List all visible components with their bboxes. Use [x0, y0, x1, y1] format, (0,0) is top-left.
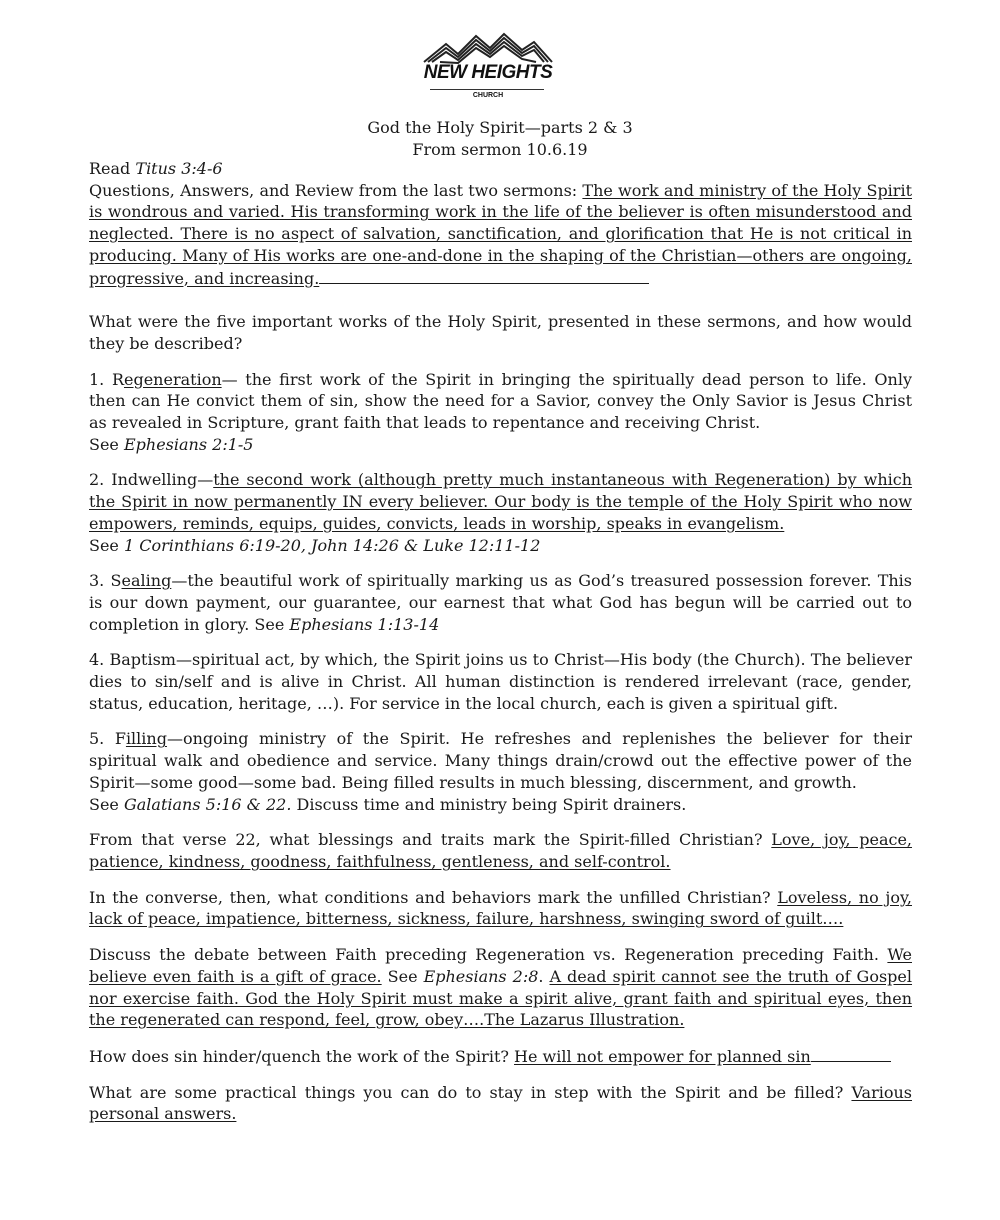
work-1-see: See [89, 434, 124, 454]
work-3-description: —the beautiful work of spiritually marking us as God’s treasured possession forever. This is our down payment, our guarantee, our earnest that what God has begun will be carried out to completion in glory. See [89, 571, 913, 634]
title-line-2: From sermon 10.6.19 [412, 140, 588, 159]
question-5: What are some practical things you can do to stay in step with the Spirit and be filled? [89, 1082, 852, 1102]
answer-2: Loveless, no joy, lack of peace, impatience, bitterness, sickness, failure, harshness, swinging sword of guilt…. [89, 887, 912, 929]
intro-paragraph [89, 158, 912, 289]
logo-divider [430, 89, 544, 90]
answer-5: Various personal answers. [89, 1082, 912, 1124]
review-question: Questions, Answers, and Review from the last two sermons: [89, 180, 583, 200]
title-line-1: God the Holy Spirit—parts 2 & 3 [367, 118, 633, 137]
question-2: In the converse, then, what conditions and behaviors mark the unfilled Christian? [89, 887, 778, 907]
answer-3-part-1: We believe even faith is a gift of grace. [89, 945, 912, 986]
work-5-description: —ongoing ministry of the Spirit. He refreshes and replenishes the believer for their spiritual walk and obedience and service. Many things drain/crowd out the effective power of the Spirit—some good—some bad. Being filled results in much blessing, discernment, and growth. [89, 729, 912, 792]
work-3-sealing [89, 570, 912, 635]
answer-3-reference: Ephesians 2:8 [423, 966, 539, 986]
question-1: From that verse 22, what blessings and traits mark the Spirit-filled Christian? [89, 830, 772, 850]
answer-blank-line [319, 267, 649, 284]
work-5-reference: Galatians 5:16 & 22. [123, 794, 292, 814]
question-faith-regeneration [89, 944, 912, 1031]
answer-4-blank-line [811, 1045, 891, 1062]
document-body [89, 158, 912, 1139]
work-5-see: See [89, 794, 124, 814]
work-1-reference: Ephesians 2:1-5 [123, 434, 254, 454]
answer-3-part-2: A dead spirit cannot see the truth of Gospel nor exercise faith. God the Holy Spirit must make a spirit alive, grant faith and spiritual eyes, then the regenerated can respond, feel, grow, obey….The Lazarus Illustration. [89, 966, 913, 1030]
five-works-question: What were the five important works of the Holy Spirit, presented in these sermons, and how would they be described? [89, 312, 912, 353]
answer-1: Love, joy, peace, patience, kindness, goodness, faithfulness, gentleness, and self-control. [89, 830, 912, 871]
question-sin-quench [89, 1045, 912, 1068]
work-3-term: ealing [121, 571, 172, 591]
church-logo [418, 30, 558, 106]
logo-name: NEW HEIGHTS [423, 62, 553, 83]
work-3-number: 3. S [89, 571, 122, 591]
mountain-peaks-icon [418, 30, 558, 64]
work-3-reference: Ephesians 1:13-14 [289, 614, 440, 634]
work-1-description: — the first work of the Spirit in bringing the spiritually dead person to life. Only then can He convict them of sin, show the need for a Savior, convey the Only Savior is Jesus Christ as revealed in Scripture, grant faith that leads to repentance and receiving Christ. [89, 369, 912, 433]
question-3: Discuss the debate between Faith preceding Regeneration vs. Regeneration preceding Faith. [89, 945, 888, 965]
work-2-reference: 1 Corinthians 6:19-20, John 14:26 & Luke 12:11-12 [123, 535, 541, 555]
question-4: How does sin hinder/quench the work of the Spirit? [89, 1046, 515, 1066]
work-2-see: See [89, 535, 124, 555]
work-2-indwelling [89, 469, 912, 556]
work-1-term: egeneration [124, 369, 222, 389]
read-prefix: Read [89, 159, 136, 178]
answer-4: He will not empower for planned sin [514, 1046, 811, 1066]
work-5-number: 5. F [89, 729, 126, 749]
answer-3-punct: . [538, 966, 550, 986]
document-title [0, 117, 1000, 161]
review-answer: The work and ministry of the Holy Spirit is wondrous and varied. His transforming work in the life of the believer is often misunderstood and neglected. There is no aspect of salvation, sanctification, and glorification that He is not critical in producing. Many of His works are one-and-done in the shaping of the Christian—others are ongoing, progressive, and increasing. [89, 180, 912, 288]
work-2-description: the second work (although pretty much instantaneous with Regeneration) by which the Spirit in now permanently IN every believer. Our body is the temple of the Holy Spirit who now empowers, reminds, equips, guides, convicts, leads in worship, speaks in evangelism. [89, 470, 913, 533]
work-2-term: 2. Indwelling— [89, 470, 214, 490]
work-5-filling [89, 728, 912, 815]
work-5-discussion: Discuss time and ministry being Spirit drainers. [291, 794, 687, 814]
question-practical [89, 1082, 912, 1125]
work-1-number: 1. R [89, 369, 124, 389]
work-1-regeneration [89, 369, 912, 456]
read-reference: Titus 3:4-6 [135, 159, 223, 178]
logo-subtitle: CHURCH [472, 92, 504, 99]
work-5-term: illing [125, 729, 167, 749]
question-unfilled [89, 887, 912, 930]
work-4-baptism: 4. Baptism—spiritual act, by which, the Spirit joins us to Christ—His body (the Church). The believer dies to sin/self and is alive in Christ. All human distinction is rendered irrelevant (race, gender, status, education, heritage, …). For service in the local church, each is given a spiritual gift. [89, 650, 912, 713]
question-spirit-filled [89, 829, 912, 872]
answer-3-see: See [381, 966, 424, 986]
